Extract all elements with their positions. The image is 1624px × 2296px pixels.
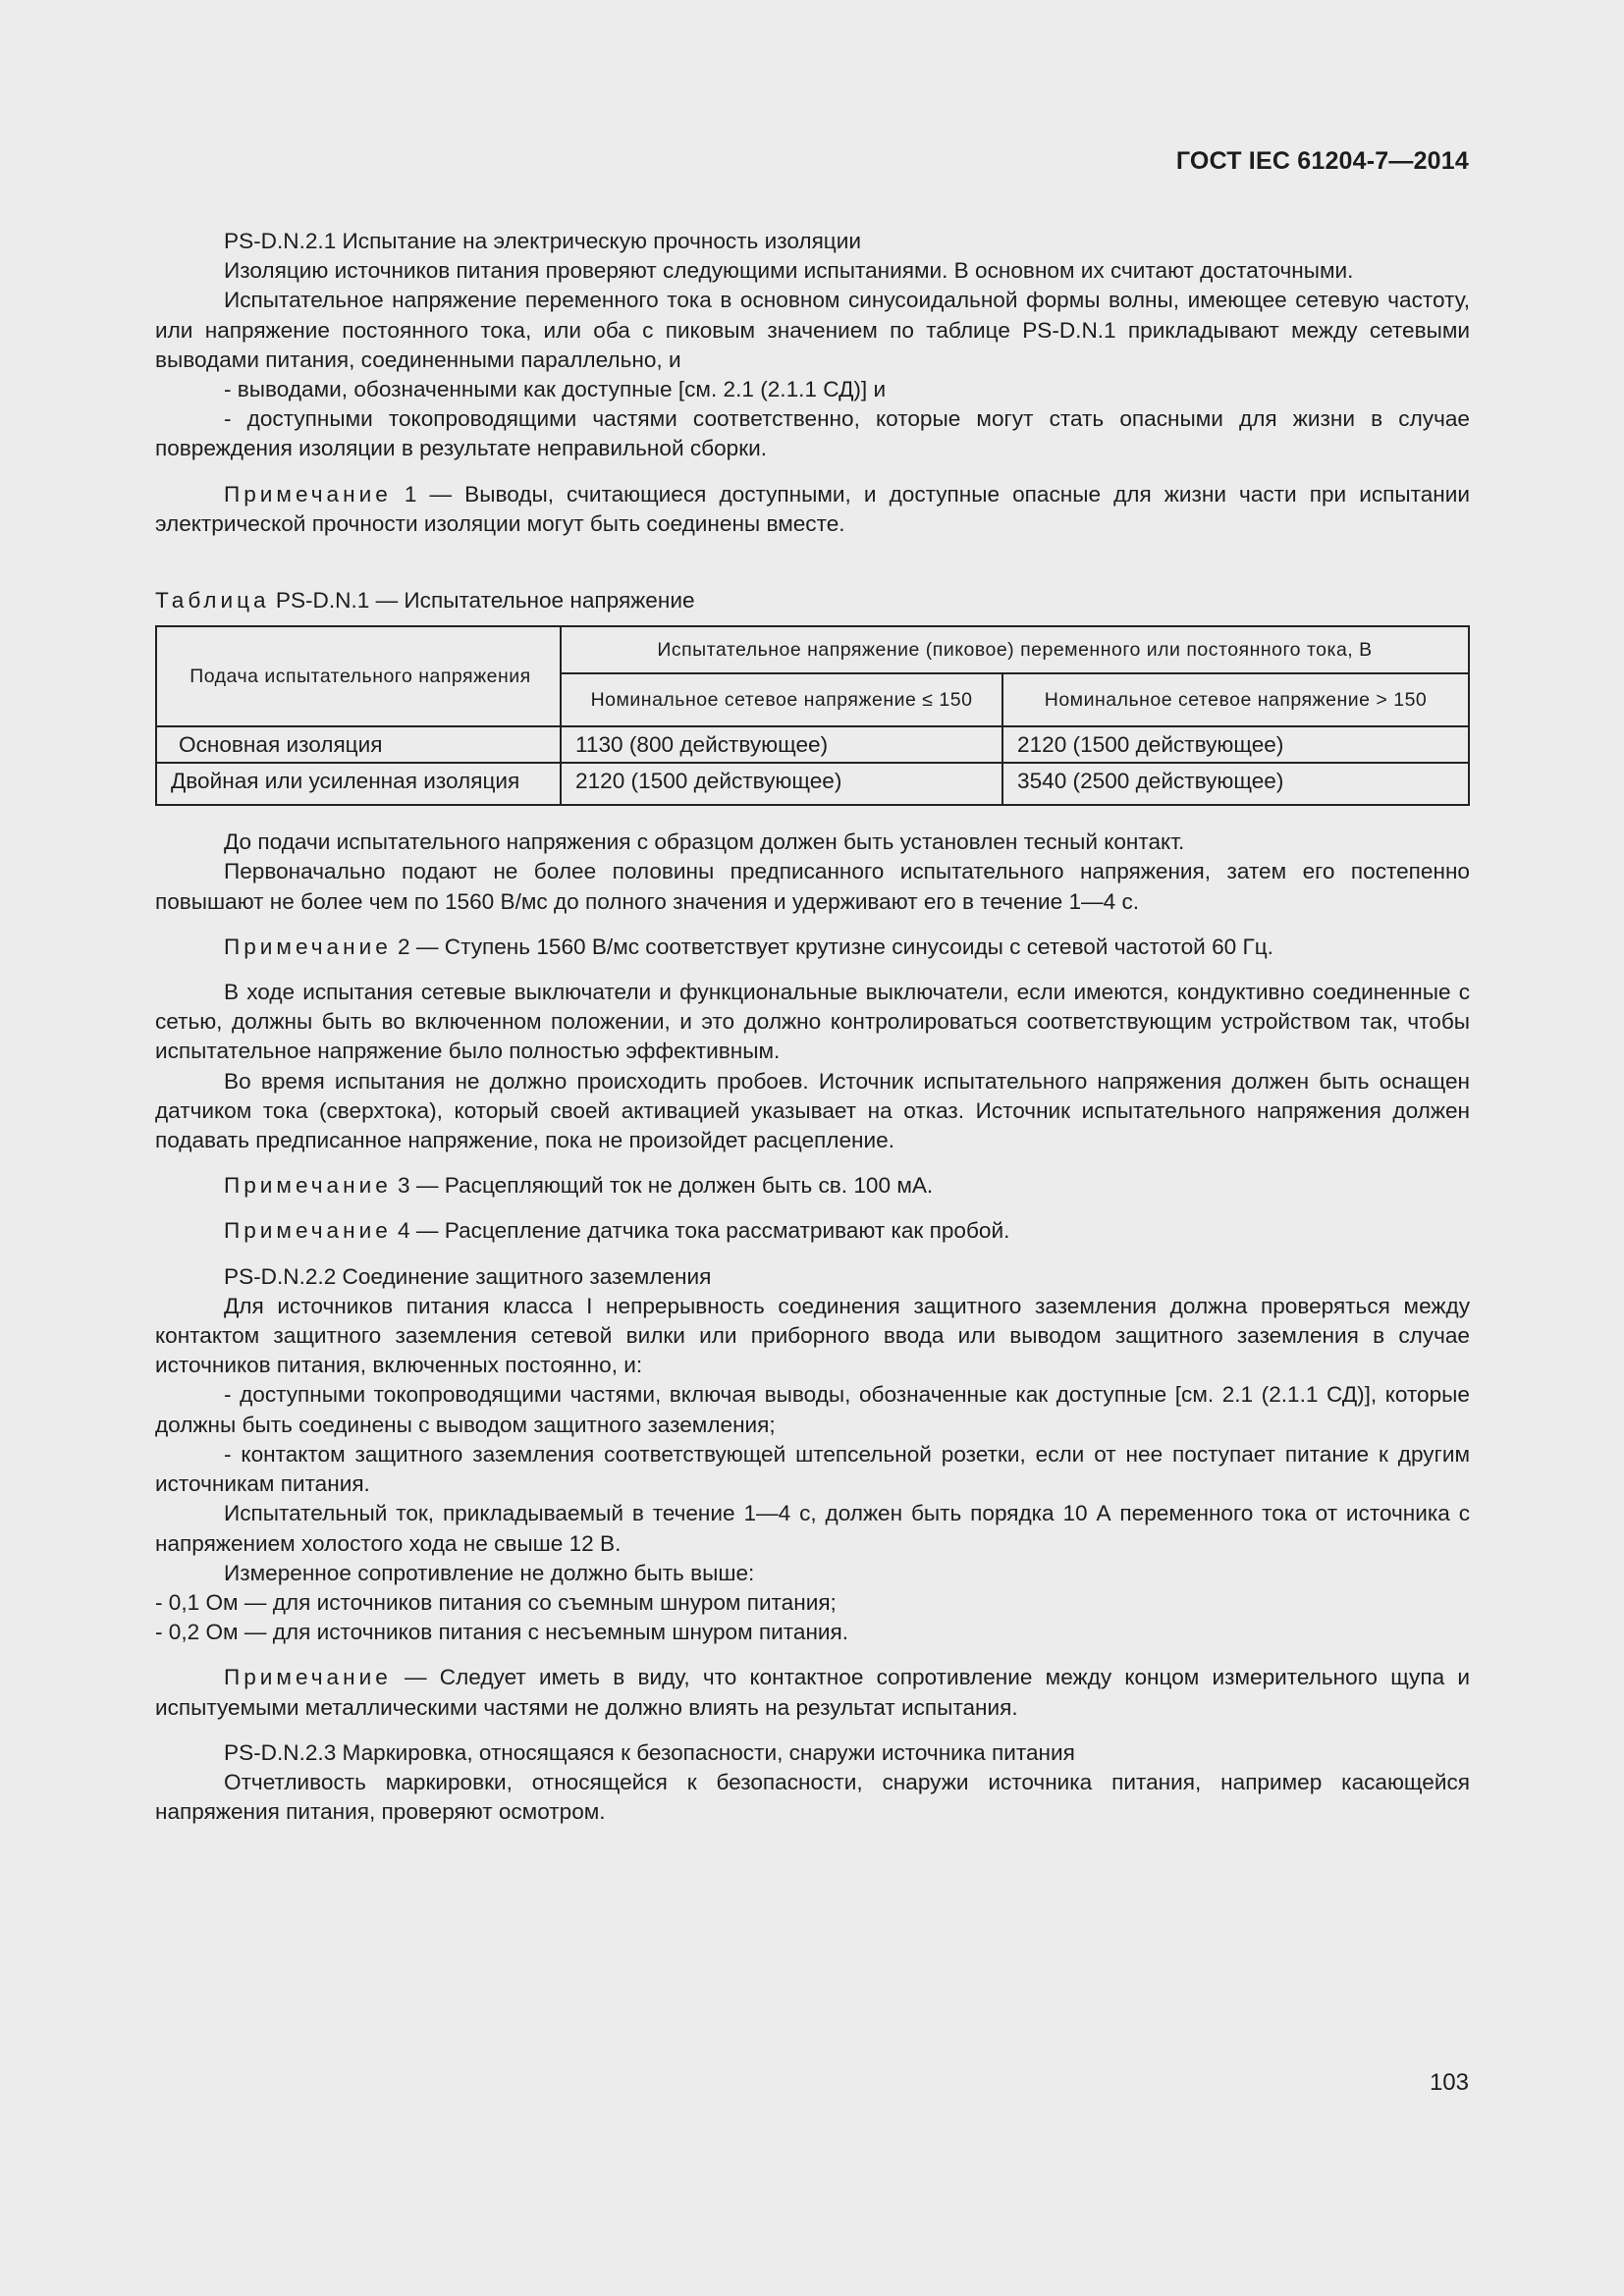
list-item: - 0,1 Ом — для источников питания со съемным шнуром питания; [155,1589,837,1615]
note-text: 3 — Расцепляющий ток не должен быть св. 100 мА. [391,1173,934,1199]
document-body [155,227,1470,1827]
table-header-group: Испытательное напряжение (пиковое) переменного или постоянного тока, В [561,626,1469,673]
list-item: - доступными токопроводящими частями соответственно, которые могут стать опасными для жизни в случае повреждения изоляции в результате неправильной сборки. [155,406,1470,461]
note-2 [155,933,1470,962]
list-item: - 0,2 Ом — для источников питания с несъемным шнуром питания. [155,1620,849,1645]
table-cell-name: Основная изоляция [156,726,561,763]
note-text: 2 — Ступень 1560 В/мс соответствует крутизне синусоиды с сетевой частотой 60 Гц. [391,934,1273,959]
table-cell-name: Двойная или усиленная изоляция [156,763,561,805]
table-caption [155,586,1470,615]
paragraph: Изоляцию источников питания проверяют следующими испытаниями. В основном их считают достаточными. [224,258,1354,284]
list-item: - доступными токопроводящими частями, включая выводы, обозначенные как доступные [см. 2.1 (2.1.1 СД)], которые должны быть соединены с выводом защитного заземления; [155,1382,1470,1437]
page-number: 103 [1429,2069,1469,2096]
document-header: ГОСТ IEC 61204-7—2014 [1175,147,1469,175]
paragraph: Во время испытания не должно происходить пробоев. Источник испытательного напряжения должен быть оснащен датчиком тока (сверхтока), который своей активацией указывает на отказ. Источник испытательного напряжения должен подавать предписанное напряжение, пока не произойдет расцепление. [155,1068,1470,1153]
section-heading-2-3: PS-D.N.2.3 Маркировка, относящаяся к безопасности, снаружи источника питания [224,1739,1075,1765]
table-cell-value: 2120 (1500 действующее) [1002,726,1469,763]
table-header-le150: Номинальное сетевое напряжение ≤ 150 [561,673,1002,726]
note-label: Примечание [224,934,392,959]
paragraph: Отчетливость маркировки, относящейся к безопасности, снаружи источника питания, например касающейся напряжения питания, проверяют осмотром. [155,1769,1470,1825]
table-row [156,763,1469,805]
note-4 [155,1216,1470,1246]
paragraph: Измеренное сопротивление не должно быть выше: [224,1560,755,1585]
paragraph: В ходе испытания сетевые выключатели и функциональные выключатели, если имеются, кондуктивно соединенные с сетью, должны быть во включенном положении, и это должно контролироваться соответствующим устройством так, чтобы испытательное напряжение было полностью эффективным. [155,980,1470,1064]
table-cell-value: 1130 (800 действующее) [561,726,1002,763]
table-row [156,726,1469,763]
note-text: 1 — Выводы, считающиеся доступными, и доступные опасные для жизни части при испытании электрической прочности изоляции могут быть соединены вместе. [155,481,1470,536]
note-label: Примечание [224,1173,392,1199]
note-3 [155,1171,1470,1201]
table-caption-text: PS-D.N.1 — Испытательное напряжение [269,588,695,614]
section-heading-2-2: PS-D.N.2.2 Соединение защитного заземления [224,1263,712,1289]
note-1 [155,480,1470,539]
list-item: - контактом защитного заземления соответствующей штепсельной розетки, если от нее поступает питание к другим источникам питания. [155,1441,1470,1497]
paragraph: Для источников питания класса I непрерывность соединения защитного заземления должна проверяться между контактом защитного заземления сетевой вилки или приборного ввода или выводом защитного заземления в случае источников питания, включенных постоянно, и: [155,1293,1470,1378]
paragraph: Первоначально подают не более половины предписанного испытательного напряжения, затем его постепенно повышают не более чем по 1560 В/мс до полного значения и удерживают его в течение 1—4 с. [155,859,1470,914]
note-label: Примечание [224,1665,392,1690]
note-section-2-2 [155,1663,1470,1722]
paragraph: Испытательный ток, прикладываемый в течение 1—4 с, должен быть порядка 10 А переменного тока от источника с напряжением холостого хода не свыше 12 В. [155,1501,1470,1556]
table-caption-label: Таблица [155,588,270,614]
note-text: 4 — Расцепление датчика тока рассматривают как пробой. [391,1218,1010,1244]
table-cell-value: 2120 (1500 действующее) [561,763,1002,805]
test-voltage-table [155,625,1470,806]
note-label: Примечание [224,481,392,507]
paragraph: Испытательное напряжение переменного тока в основном синусоидальной формы волны, имеющее сетевую частоту, или напряжение постоянного тока, или оба с пиковым значением по таблице PS-D.N.1 прикладывают между сетевыми выводами питания, соединенными параллельно, и [155,288,1470,372]
section-heading-2-1: PS-D.N.2.1 Испытание на электрическую прочность изоляции [224,229,861,253]
table-header-application: Подача испытательного напряжения [156,626,561,726]
note-label: Примечание [224,1218,392,1244]
table-cell-value: 3540 (2500 действующее) [1002,763,1469,805]
paragraph: До подачи испытательного напряжения с образцом должен быть установлен тесный контакт. [224,829,1185,855]
list-item: - выводами, обозначенными как доступные [см. 2.1 (2.1.1 СД)] и [224,377,887,402]
table-header-gt150: Номинальное сетевое напряжение > 150 [1002,673,1469,726]
note-text: — Следует иметь в виду, что контактное сопротивление между концом измерительного щупа и испытуемыми металлическими частями не должно влиять на результат испытания. [155,1665,1470,1720]
